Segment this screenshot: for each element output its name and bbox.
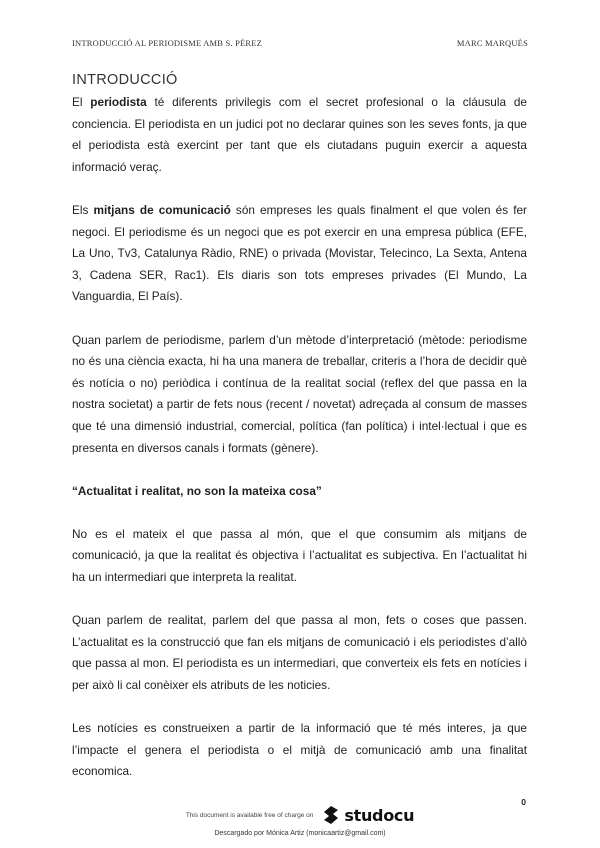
paragraph-realitat: Quan parlem de realitat, parlem del que passa al mon, fets o coses que passen. L’actualitat es la construcció que fan els mitjans de comunicació i els periodistes d’allò que passa al mon. El periodista es un intermediari, que converteix els fets en notícies i per això li cal conèixer els atributs de les noticies. bbox=[72, 613, 527, 693]
section-title: INTRODUCCIÓ bbox=[72, 72, 178, 88]
page-number: 0 bbox=[521, 797, 526, 807]
bold-term-mitjans: mitjans de comunicació bbox=[93, 202, 231, 217]
download-note: Descargado por Mónica Artiz (monicaartiz@gmail.com) bbox=[214, 830, 386, 837]
bold-term-periodista: periodista bbox=[90, 95, 147, 109]
studocu-logo-icon bbox=[321, 805, 341, 825]
paragraph-periodisme: Quan parlem de periodisme, parlem d’un mètode d’interpretació (mètode: periodisme no és una ciència exacta, hi ha una manera de treballar, criteris a l’hora de decidir què és notícia o no) periòdica i contínua de la realitat social (reflex del que passa en la nostra societat) a partir de fets nous (recent / novetat) adreçada al consum de masses que té una dimensió industrial, comercial, política (fan política) i intel·lectual i que es presenta en diversos canals i formats (gènere). bbox=[72, 332, 527, 455]
paragraph-periodista bbox=[72, 92, 527, 178]
footer-note: This document is available free of charge on bbox=[185, 811, 314, 819]
paragraph-actualitat: No es el mateix el que passa al món, que el que consumim als mitjans de comunicació, ja que la realitat és objectiva i l’actualitat es subjectiva. En l’actualitat hi ha un intermediari que interpreta la realitat. bbox=[72, 526, 527, 585]
paragraph-mitjans bbox=[72, 200, 527, 308]
studocu-wordmark: studocu bbox=[344, 805, 415, 825]
header-title: INTRODUCCIÓ AL PERIODISME AMB S. PÉREZ bbox=[72, 38, 263, 48]
running-header bbox=[72, 38, 528, 48]
paragraph-prefix: Els bbox=[72, 202, 94, 217]
paragraph-noticies: Les notícies es construeixen a partir de la informació que té més interes, ja que l’impacte el genera el periodista o el mitjà de comunicació amb una finalitat economica. bbox=[72, 721, 527, 779]
quote-heading: “Actualitat i realitat, no son la mateixa cosa” bbox=[72, 483, 322, 498]
footer-banner bbox=[0, 805, 600, 825]
paragraph-text: són empreses les quals finalment el que volen és fer negoci. El periodisme és un negoci que es pot exercir en una empresa pública (EFE, La Uno, Tv3, Catalunya Ràdio, RNE) o privada (Movistar, Telecinco, La Sexta, Antena 3, Cadena SER, Rac1). Els diaris son tots empreses privades (El Mundo, La Vanguardia, El País). bbox=[72, 202, 527, 304]
page-content bbox=[72, 72, 527, 783]
studocu-link[interactable] bbox=[321, 805, 414, 825]
paragraph-text: té diferents privilegis com el secret profesional o la cláusula de conciencia. El periodista en un judici pot no declarar quines son les seves fonts, ja que el periodista està exercint per tant que els ciutadans puguin exercir a aquesta informació veraç. bbox=[72, 95, 527, 174]
header-author: MARC MARQUÉS bbox=[456, 38, 528, 48]
paragraph-prefix: El bbox=[72, 95, 91, 109]
